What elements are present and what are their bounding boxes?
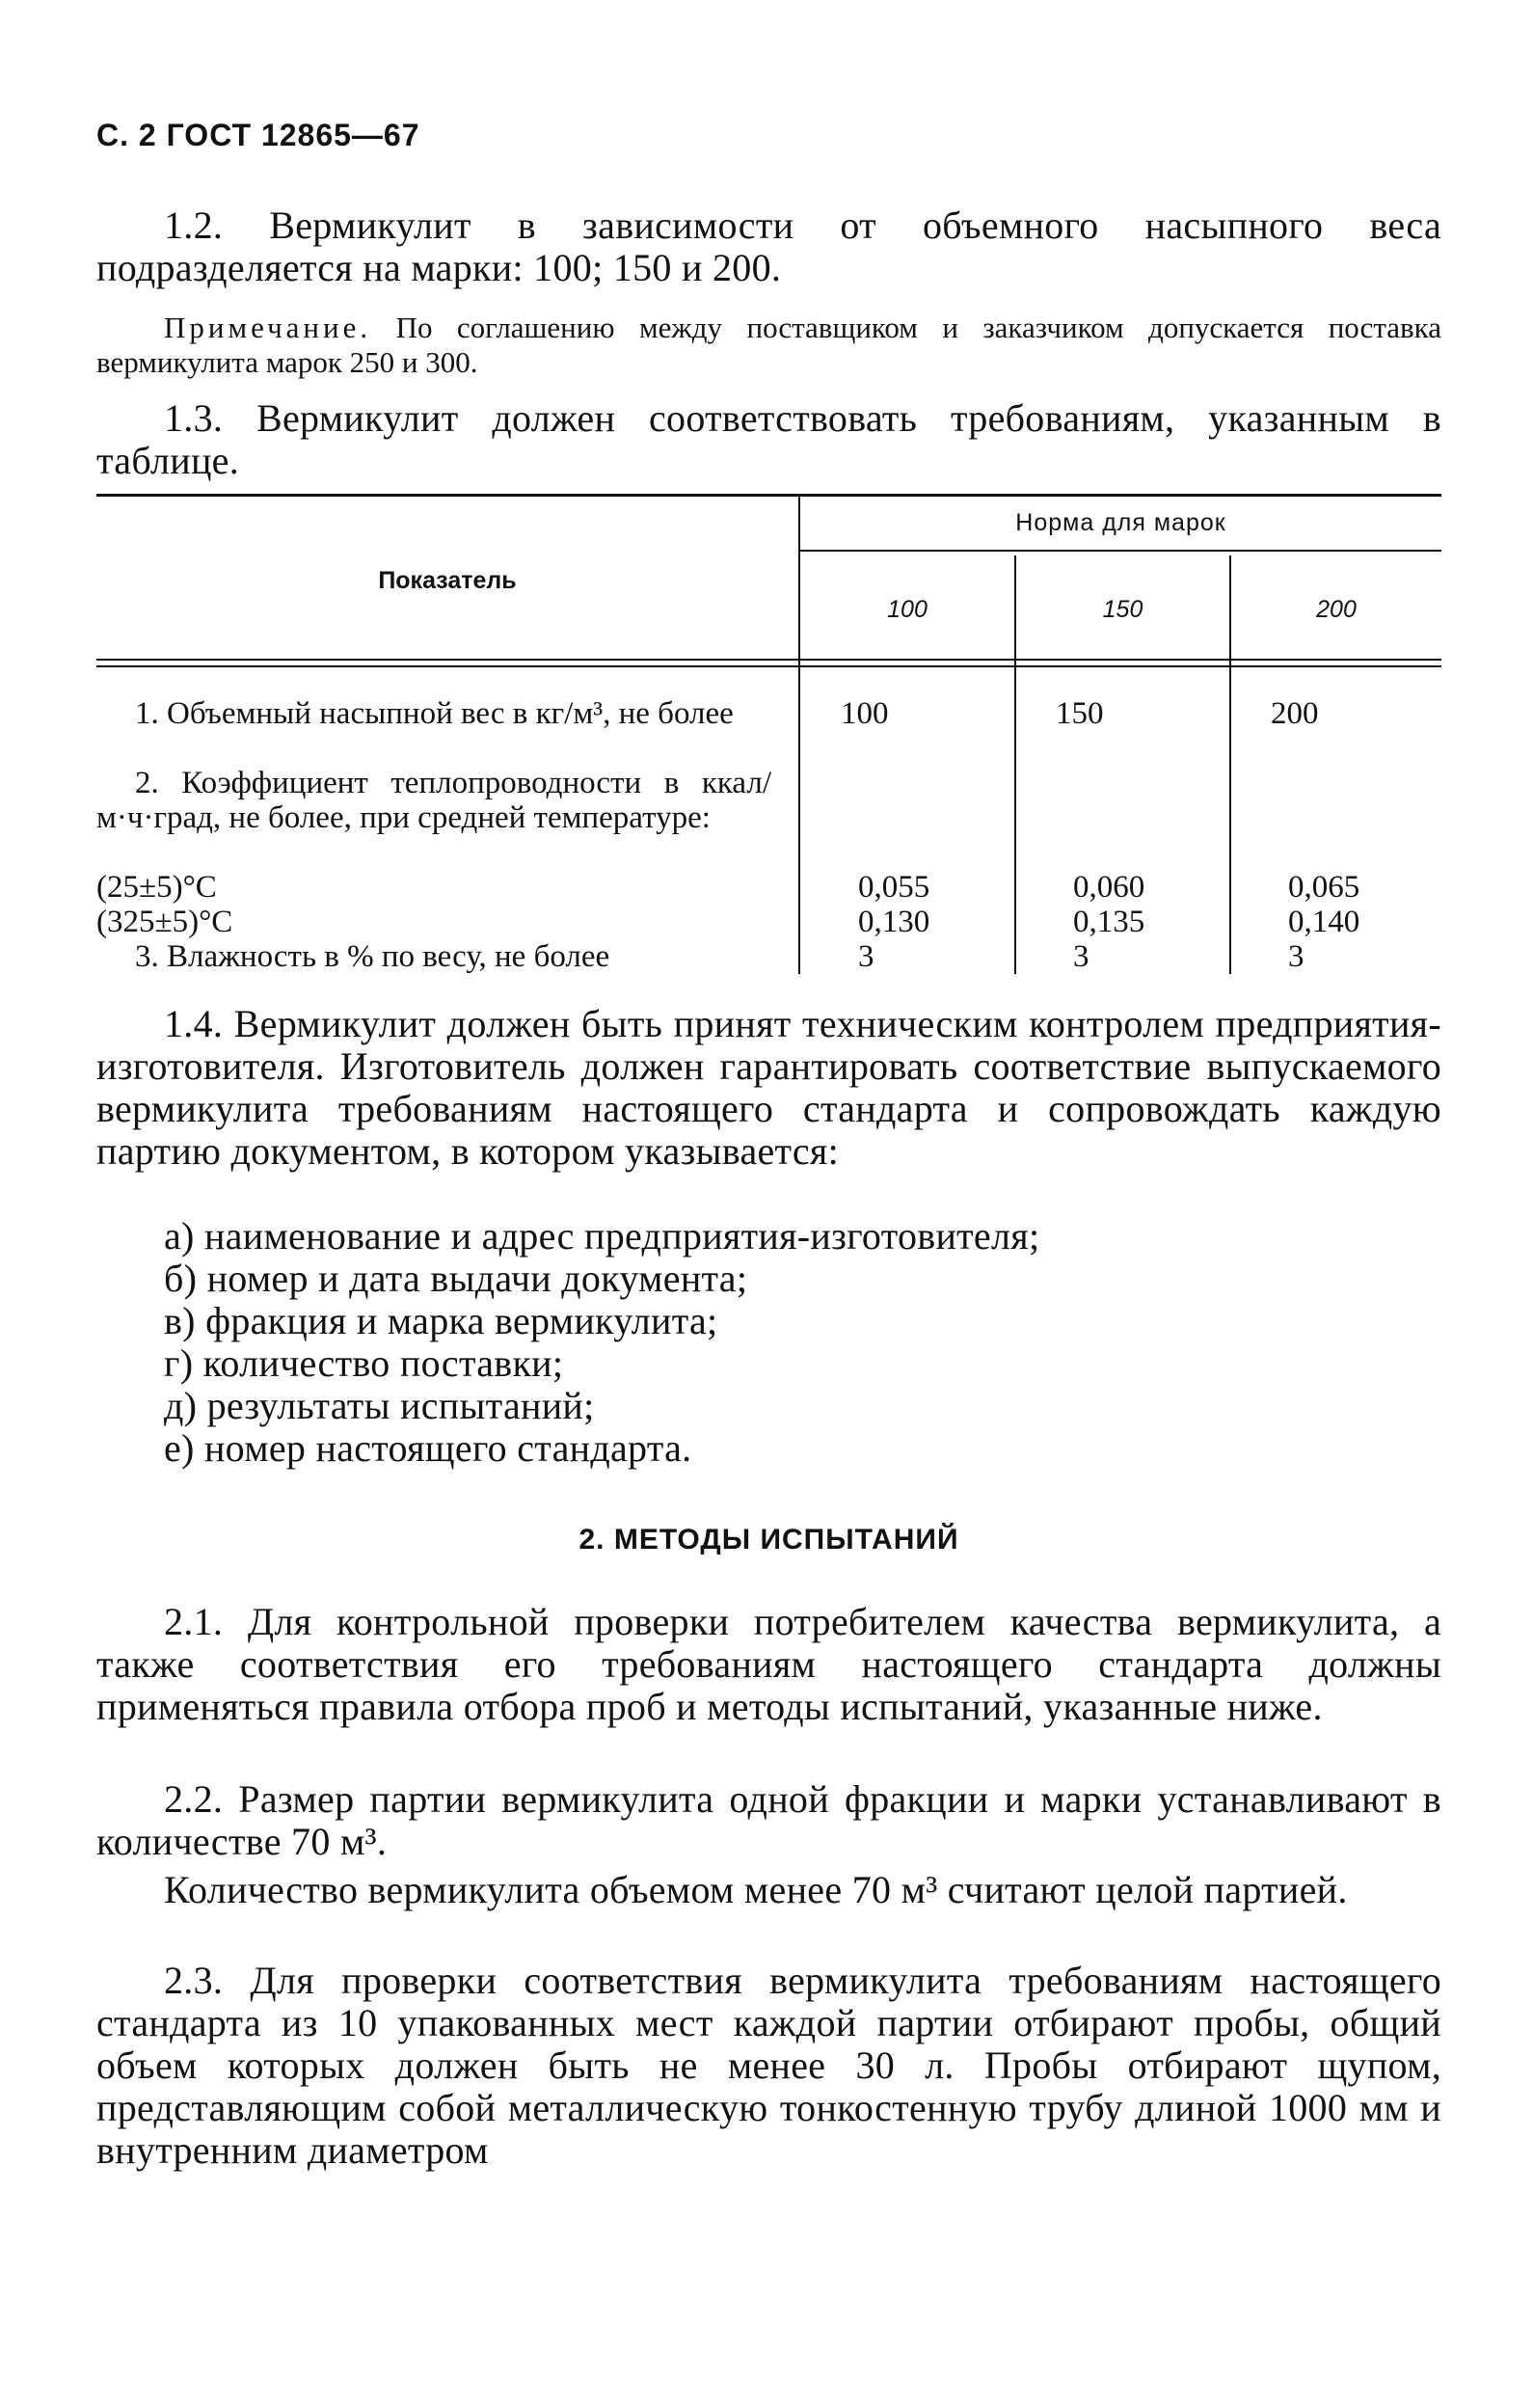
table-subheader-rule [800,550,1441,552]
list-item-d: д) результаты испытаний; [164,1384,595,1427]
table-row-2b-value-150: 0,135 [1073,905,1145,939]
table-row-1-value-100: 100 [841,696,889,731]
section-2-title: 2. МЕТОДЫ ИСПЫТАНИЙ [578,1524,959,1556]
list-item-b: б) номер и дата выдачи документа; [164,1257,748,1300]
table-header-grade-100: 100 [887,596,928,623]
table-header-indicator: Показатель [378,567,517,594]
table-header-rule-2 [96,665,1441,667]
table-row-1-value-200: 200 [1271,696,1319,731]
table-row-2b-label: (325±5)°С [96,905,233,939]
paragraph-2-3: 2.3. Для проверки соответствия вермикулита требованиям настоящего стандарта из 10 упакованных мест каждой партии отбирают пробы, общий объем которых должен быть не менее 30 л. Пробы отбирают щупом, представляющим собой металлическую тонкостенную трубу длиной 1000 мм и внутренним диаметром [96,1959,1441,2172]
table-row-2a-label: (25±5)°С [96,870,217,905]
table-header-norm: Норма для марок [1015,509,1226,536]
note-label: Примечание. [164,311,372,344]
table-row-3-value-150: 3 [1073,939,1089,974]
list-item-a: а) наименование и адрес предприятия-изготовителя; [164,1214,1040,1258]
table-row-2b-value-200: 0,140 [1288,905,1360,939]
table-header-grade-200: 200 [1316,596,1357,623]
table-row-1-value-150: 150 [1056,696,1104,731]
paragraph-1-2: 1.2. Вермикулит в зависимости от объемного насыпного веса подразделяется на марки: 100; 150 и 200. [96,203,1441,289]
table-row-2a-value-150: 0,060 [1073,870,1145,905]
table-row-3-label: 3. Влажность в % по весу, не более [135,939,610,974]
table-header-rule-1 [96,659,1441,661]
paragraph-2-2-b: Количество вермикулита объемом менее 70 м³ считают целой партией. [164,1868,1348,1911]
note-text: По соглашению между поставщиком и заказчиком допускается поставка вермикулита марок 250 и 300. [96,311,1441,379]
list-item-v: в) фракция и марка вермикулита; [164,1299,718,1342]
table-row-1-label: 1. Объемный насыпной вес в кг/м³, не более [135,696,734,731]
table-row-2a-value-100: 0,055 [858,870,930,905]
table-top-rule [96,494,1441,497]
table-row-3-value-200: 3 [1288,939,1304,974]
table-row-2b-value-100: 0,130 [858,905,930,939]
paragraph-2-2: 2.2. Размер партии вермикулита одной фракции и марки устанавливают в количестве 70 м³. [96,1777,1441,1863]
table-col-divider-1 [798,497,800,974]
list-item-e: е) номер настоящего стандарта. [164,1426,692,1470]
paragraph-2-1: 2.1. Для контрольной проверки потребителем качества вермикулита, а также соответствия его требованиям настоящего стандарта должны применяться правила отбора проб и методы испытаний, указанные ниже. [96,1600,1441,1728]
table-header-grade-150: 150 [1102,596,1143,623]
paragraph-1-3: 1.3. Вермикулит должен соответствовать требованиям, указанным в таблице. [96,396,1441,482]
table-row-3-value-100: 3 [858,939,874,974]
table-row-2a-value-200: 0,065 [1288,870,1360,905]
paragraph-1-4: 1.4. Вермикулит должен быть принят техническим контролем предприятия-изготовителя. Изготовитель должен гарантировать соответствие выпускаемого вермикулита требованиям настоящего стандарта и сопровождать каждую партию документом, в котором указывается: [96,1002,1441,1173]
note [96,311,1441,380]
page-header: С. 2 ГОСТ 12865—67 [96,118,420,152]
table-row-2-label: 2. Коэффициент теплопроводности в ккал/м·ч·град, не более, при средней температуре: [96,766,771,835]
list-item-g: г) количество поставки; [164,1341,564,1385]
